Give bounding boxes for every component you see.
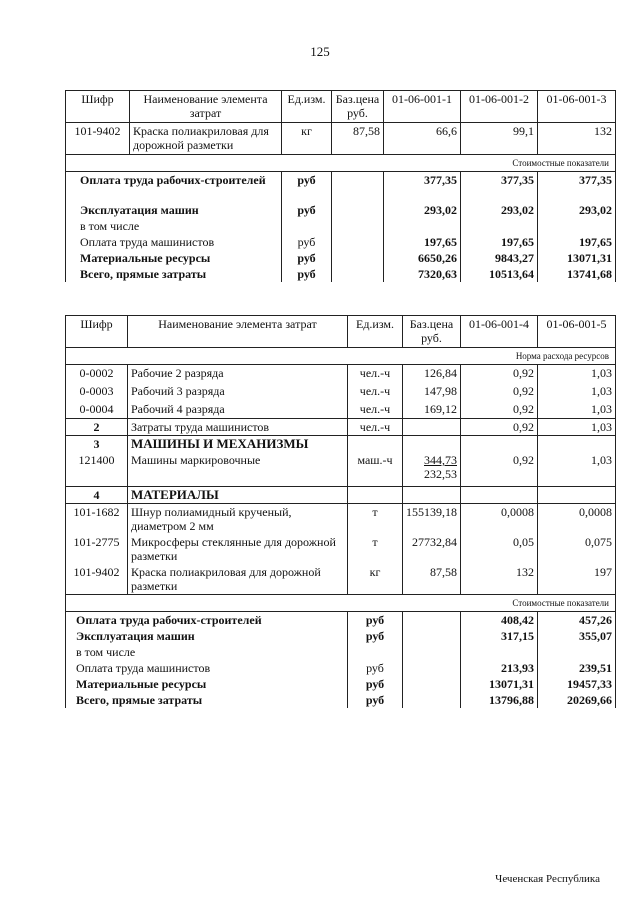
row-code: 101-9402: [66, 123, 130, 155]
table-row: [66, 564, 616, 595]
cost-value: 377,35: [384, 172, 461, 202]
section-code: 4: [66, 486, 128, 503]
cost-value: 355,07: [538, 628, 616, 644]
table-row: [66, 365, 616, 383]
row-price: [403, 419, 461, 436]
cost-value: 9843,27: [461, 250, 538, 266]
cost-value: [384, 218, 461, 234]
section-title: МАШИНЫ И МЕХАНИЗМЫ: [128, 436, 348, 453]
row-value: 0,92: [461, 452, 538, 486]
cost-row: [66, 250, 616, 266]
table-row: [66, 452, 616, 486]
cost-value: 293,02: [384, 202, 461, 218]
row-unit: маш.-ч: [348, 452, 403, 486]
cost-value: 13071,31: [461, 676, 538, 692]
cost-name: Эксплуатация машин: [66, 202, 282, 218]
norm-label: Норма расхода ресурсов: [66, 348, 616, 365]
cost-unit: [348, 644, 403, 660]
cost-unit: руб: [282, 172, 332, 202]
cost-value: 197,65: [384, 234, 461, 250]
cost-value: 197,65: [538, 234, 616, 250]
section-header: [66, 348, 616, 365]
cost-price: [403, 628, 461, 644]
header-col-5: 01-06-001-5: [538, 316, 616, 348]
header-col-1: 01-06-001-1: [384, 91, 461, 123]
cost-value: 377,35: [461, 172, 538, 202]
row-price: 169,12: [403, 401, 461, 419]
cost-value: [461, 644, 538, 660]
row-unit: чел.-ч: [348, 365, 403, 383]
cost-price: [332, 250, 384, 266]
cost-unit: руб: [282, 266, 332, 282]
cost-row: [66, 676, 616, 692]
cost-name: Всего, прямые затраты: [66, 266, 282, 282]
cost-value: 377,35: [538, 172, 616, 202]
header-code: Шифр: [66, 91, 130, 123]
row-code: 0-0002: [66, 365, 128, 383]
row-code: 101-2775: [66, 534, 128, 564]
row-name: Затраты труда машинистов: [128, 419, 348, 436]
row-unit: чел.-ч: [348, 419, 403, 436]
section-title: МАТЕРИАЛЫ: [128, 486, 348, 503]
row-code: 121400: [66, 452, 128, 486]
cost-unit: [282, 218, 332, 234]
row-value: 0,0008: [461, 503, 538, 534]
cost-unit: руб: [348, 692, 403, 708]
cost-value: 213,93: [461, 660, 538, 676]
row-price: [403, 452, 461, 486]
section-row: [66, 436, 616, 453]
cost-value: 20269,66: [538, 692, 616, 708]
section-code: 3: [66, 436, 128, 453]
header-name: Наименование элемента затрат: [130, 91, 282, 123]
cost-name: Оплата труда машинистов: [66, 660, 348, 676]
row-value: 1,03: [538, 452, 616, 486]
cost-name: Материальные ресурсы: [66, 250, 282, 266]
machine-price-2: 232,53: [424, 467, 457, 481]
row-value: 0,92: [461, 365, 538, 383]
cost-name: в том числе: [66, 644, 348, 660]
cost-value: 408,42: [461, 611, 538, 628]
row-code: 101-1682: [66, 503, 128, 534]
row-value: 1,03: [538, 383, 616, 401]
header-unit: Ед.изм.: [282, 91, 332, 123]
row-name: Рабочий 3 разряда: [128, 383, 348, 401]
cost-value: 10513,64: [461, 266, 538, 282]
header-col-4: 01-06-001-4: [461, 316, 538, 348]
row-unit: т: [348, 503, 403, 534]
table-row: [66, 534, 616, 564]
row-value: 0,92: [461, 401, 538, 419]
cost-name: Оплата труда рабочих-строителей: [66, 611, 348, 628]
row-unit: кг: [282, 123, 332, 155]
cost-row: [66, 644, 616, 660]
table-header: [66, 316, 616, 348]
row-value: 1,03: [538, 401, 616, 419]
cost-unit: руб: [348, 611, 403, 628]
row-name: Краска полиакриловая для дорожной разметки: [128, 564, 348, 595]
row-value: 0,075: [538, 534, 616, 564]
row-name: Рабочий 4 разряда: [128, 401, 348, 419]
header-code: Шифр: [66, 316, 128, 348]
row-value: 0,92: [461, 419, 538, 436]
row-unit: кг: [348, 564, 403, 595]
cost-value: 13741,68: [538, 266, 616, 282]
row-name: Микросферы стеклянные для дорожной разметки: [128, 534, 348, 564]
cost-value: 293,02: [538, 202, 616, 218]
row-price: 87,58: [332, 123, 384, 155]
header-unit: Ед.изм.: [348, 316, 403, 348]
cost-unit: руб: [282, 202, 332, 218]
cost-price: [332, 202, 384, 218]
section-label: Стоимостные показатели: [66, 594, 616, 611]
cost-price: [403, 660, 461, 676]
section-header: [66, 594, 616, 611]
row-price: 126,84: [403, 365, 461, 383]
cost-value: [461, 218, 538, 234]
cost-row: [66, 692, 616, 708]
cost-value: 7320,63: [384, 266, 461, 282]
table-row: [66, 419, 616, 436]
section-label: Стоимостные показатели: [66, 155, 616, 172]
row-code: 2: [66, 419, 128, 436]
row-name: Рабочие 2 разряда: [128, 365, 348, 383]
row-price: 27732,84: [403, 534, 461, 564]
cost-price: [332, 172, 384, 202]
table-row: [66, 503, 616, 534]
page-number: 125: [310, 44, 330, 59]
row-code: 0-0004: [66, 401, 128, 419]
row-price: 87,58: [403, 564, 461, 595]
cost-table-2: [65, 315, 616, 708]
section-row: [66, 486, 616, 503]
cost-value: 293,02: [461, 202, 538, 218]
cost-price: [332, 234, 384, 250]
row-value: 1,03: [538, 419, 616, 436]
row-name: Краска полиакриловая для дорожной разметки: [130, 123, 282, 155]
row-unit: чел.-ч: [348, 401, 403, 419]
header-col-3: 01-06-001-3: [538, 91, 616, 123]
row-value: 0,05: [461, 534, 538, 564]
row-value: 132: [461, 564, 538, 595]
header-price: Баз.цена руб.: [332, 91, 384, 123]
footer-region: Чеченская Республика: [495, 873, 600, 885]
table-header: [66, 91, 616, 123]
cost-unit: руб: [348, 628, 403, 644]
row-value: 99,1: [461, 123, 538, 155]
table-row: [66, 401, 616, 419]
row-price: 147,98: [403, 383, 461, 401]
section-header: [66, 155, 616, 172]
header-price: Баз.цена руб.: [403, 316, 461, 348]
cost-name: в том числе: [66, 218, 282, 234]
cost-price: [403, 644, 461, 660]
cost-unit: руб: [282, 250, 332, 266]
header-name: Наименование элемента затрат: [128, 316, 348, 348]
cost-value: 457,26: [538, 611, 616, 628]
cost-row: [66, 628, 616, 644]
machine-price: 344,73: [424, 453, 457, 467]
cost-row: [66, 266, 616, 282]
row-unit: чел.-ч: [348, 383, 403, 401]
cost-table-1: [65, 90, 616, 282]
cost-row: [66, 172, 616, 202]
row-name: Машины маркировочные: [128, 452, 348, 486]
cost-row: [66, 234, 616, 250]
cost-name: Эксплуатация машин: [66, 628, 348, 644]
cost-value: 13796,88: [461, 692, 538, 708]
cost-value: 6650,26: [384, 250, 461, 266]
row-unit: т: [348, 534, 403, 564]
cost-unit: руб: [348, 676, 403, 692]
cost-value: 13071,31: [538, 250, 616, 266]
cost-name: Оплата труда рабочих-строителей: [66, 172, 282, 202]
row-value: 0,92: [461, 383, 538, 401]
cost-row: [66, 660, 616, 676]
row-code: 0-0003: [66, 383, 128, 401]
cost-row: [66, 611, 616, 628]
table-row: [66, 383, 616, 401]
cost-row: [66, 218, 616, 234]
cost-value: [538, 644, 616, 660]
row-name: Шнур полиамидный крученый, диаметром 2 мм: [128, 503, 348, 534]
row-price: 155139,18: [403, 503, 461, 534]
cost-value: 19457,33: [538, 676, 616, 692]
cost-price: [332, 218, 384, 234]
cost-value: 317,15: [461, 628, 538, 644]
cost-unit: руб: [348, 660, 403, 676]
row-value: 66,6: [384, 123, 461, 155]
table-row: [66, 123, 616, 155]
cost-price: [403, 676, 461, 692]
cost-name: Материальные ресурсы: [66, 676, 348, 692]
row-value: 197: [538, 564, 616, 595]
row-value: 1,03: [538, 365, 616, 383]
cost-value: [538, 218, 616, 234]
cost-name: Оплата труда машинистов: [66, 234, 282, 250]
row-code: 101-9402: [66, 564, 128, 595]
cost-price: [403, 611, 461, 628]
row-value: 0,0008: [538, 503, 616, 534]
cost-value: 239,51: [538, 660, 616, 676]
cost-name: Всего, прямые затраты: [66, 692, 348, 708]
header-col-2: 01-06-001-2: [461, 91, 538, 123]
row-value: 132: [538, 123, 616, 155]
cost-unit: руб: [282, 234, 332, 250]
cost-row: [66, 202, 616, 218]
cost-price: [332, 266, 384, 282]
cost-price: [403, 692, 461, 708]
cost-value: 197,65: [461, 234, 538, 250]
